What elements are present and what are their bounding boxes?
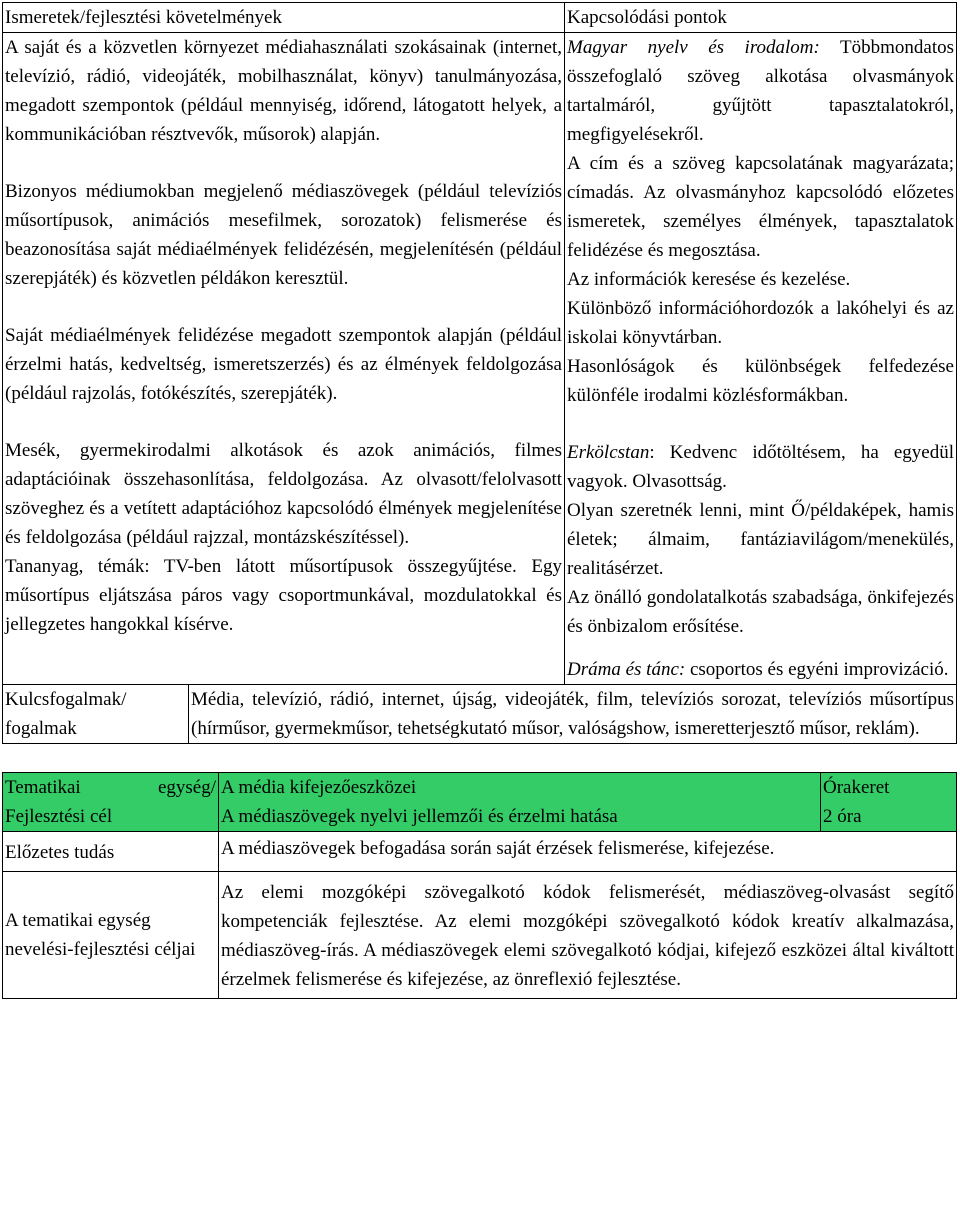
connection-text: csoportos és egyéni improvizáció. [685,659,949,680]
thematic-unit-table [2,772,957,999]
unit-goal: A médiaszövegek nyelvi jellemzői és érzelmi hatása [221,806,618,827]
hours-value: 2 óra [823,806,862,827]
requirements-header-left: Ismeretek/fejlesztési követelmények [3,3,565,33]
key-concepts-label: Kulcsfogalmak/ fogalmak [3,685,189,744]
requirement-paragraph: Bizonyos médiumokban megjelenő médiaszövegek (például televíziós műsortípusok, animációs mesefilmek, sorozatok) felismerése és beazonosítása saját médiaélmények felidézésén, megjelenítésén (például szerepjáték) és közvetlen példákon keresztül. [5,181,562,289]
document-page [2,2,956,999]
connections-header: Kapcsolódási pontok [565,3,957,33]
goals-label: A tematikai egység nevelési-fejlesztési céljai [3,872,219,999]
prior-knowledge-text: A médiaszövegek befogadása során saját érzések felismerése, kifejezése. [219,832,957,872]
hours-label: Órakeret [823,777,890,798]
subject-hungarian: Magyar nyelv és irodalom: [567,37,820,58]
unit-title: A média kifejezőeszközei [221,777,417,798]
connection-text: : Kedvenc időtöltésem, ha egyedül vagyok. Olvasottság. [567,442,954,492]
connection-text: Az önálló gondolatalkotás szabadsága, önkifejezés és önbizalom erősítése. [567,587,954,637]
prior-knowledge-label: Előzetes tudás [3,832,219,872]
requirements-header-row [3,3,957,33]
unit-title-cell [219,773,821,832]
connections-cell [565,33,957,685]
unit-label: Tematikai egység/ Fejlesztési cél [3,773,219,832]
requirement-paragraph: Saját médiaélmények felidézése megadott szempontok alapján (például érzelmi hatás, kedveltség, ismeretszerzés) és az élmények feldolgozása (például rajzolás, fotókészítés, szerepjáték). [5,325,562,404]
key-concepts-row [3,685,957,744]
connection-text: Különböző információhordozók a lakóhelyi és az iskolai könyvtárban. [567,298,954,348]
connection-text: Hasonlóságok és különbségek felfedezése különféle irodalmi közlésformákban. [567,356,954,406]
goals-row [3,872,957,999]
connection-text: Többmondatos összefoglaló szöveg alkotása olvasmányok tartalmáról, gyűjtött tapasztalatokról, megfigyelésekről. [567,37,954,145]
requirement-paragraph: Tananyag, témák: TV-ben látott műsortípusok összegyűjtése. Egy műsortípus eljátszása páros vagy csoportmunkával, mozdulatokkal és jellegzetes hangokkal kísérve. [5,556,562,635]
subject-drama: Dráma és tánc: [567,659,686,680]
requirements-cell [3,33,565,685]
unit-header-row [3,773,957,832]
key-concepts-table [2,684,957,744]
requirements-content-row [3,33,957,685]
requirement-paragraph: A saját és a közvetlen környezet médiahasználati szokásainak (internet, televízió, rádió, videojáték, mobilhasználat, könyv) tanulmányozása, megadott szempontok (például mennyiség, időrend, látogatott helyek, a kommunikációban résztvevők, műsorok) alapján. [5,37,562,145]
subject-ethics: Erkölcstan [567,442,650,463]
connection-text: A cím és a szöveg kapcsolatának magyarázata; címadás. Az olvasmányhoz kapcsolódó előzetes ismeretek, személyes élmények, tapasztalatok felidézése és megosztása. [567,153,954,261]
key-concepts-text: Média, televízió, rádió, internet, újság, videojáték, film, televíziós sorozat, televíziós műsortípus (hírműsor, gyermekműsor, tehetségkutató műsor, valóságshow, ismeretterjesztő műsor, reklám). [189,685,957,744]
goals-text: Az elemi mozgóképi szövegalkotó kódok felismerését, médiaszöveg-olvasást segítő kompetenciák fejlesztése. Az elemi mozgóképi szövegalkotó kódok kreatív alkalmazása, médiaszöveg-írás. A médiaszövegek elemi szövegalkotó kódjai, kifejező eszközei által kiváltott érzelmek felismerése és kifejezése, az önreflexió fejlesztése. [219,872,957,999]
prior-knowledge-row [3,832,957,872]
requirement-paragraph: Mesék, gyermekirodalmi alkotások és azok animációs, filmes adaptációinak összehasonlítása, feldolgozása. Az olvasott/felolvasott szöveghez és a vetített adaptációhoz kapcsolódó élmények megjelenítése és feldolgozása (például rajzzal, montázskészítéssel). [5,440,562,548]
requirements-table [2,2,957,685]
hours-cell [821,773,957,832]
connection-text: Az információk keresése és kezelése. [567,269,851,290]
connection-text: Olyan szeretnék lenni, mint Ő/példaképek, hamis életek; álmaim, fantáziavilágom/menekülés, realitásérzet. [567,500,954,579]
